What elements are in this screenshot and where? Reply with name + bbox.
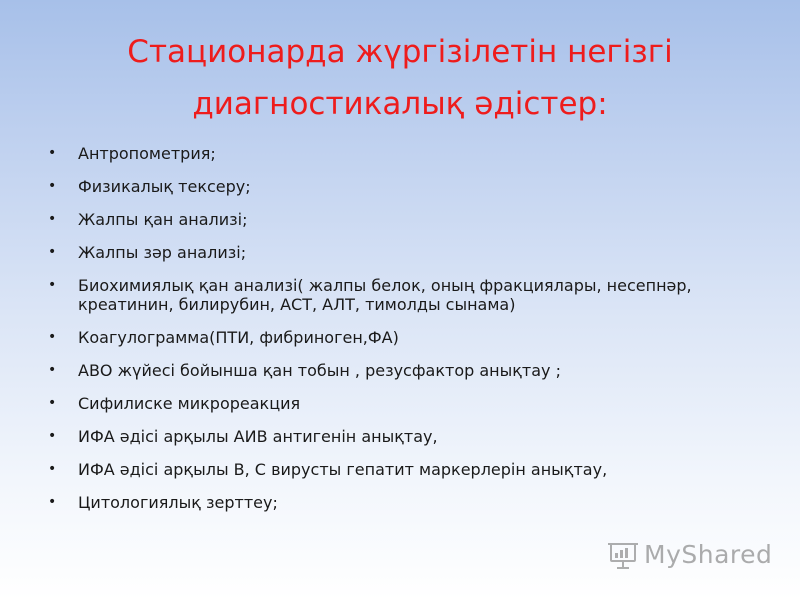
list-item-text: Сифилиске микрореакция (78, 394, 301, 413)
list-item-text: Цитологиялық зерттеу; (78, 493, 278, 512)
bullet-icon: • (48, 362, 57, 378)
bullet-icon: • (48, 244, 57, 260)
list-item-text: Антропометрия; (78, 144, 216, 163)
list-item-text: Биохимиялық қан анализі( жалпы белок, оның фракциялары, несепнәр, креатинин, билирубин, АСТ, АЛТ, тимолды сынама) (78, 276, 692, 314)
list-item (46, 460, 776, 479)
bullet-list (46, 144, 776, 526)
presentation-board-icon (606, 540, 640, 570)
list-item-text: ИФА әдісі арқылы АИВ антигенін анықтау, (78, 427, 438, 446)
list-item-text: ИФА әдісі арқылы В, С вирусты гепатит маркерлерін анықтау, (78, 460, 608, 479)
list-item-text: АВО жүйесі бойынша қан тобын , резусфактор анықтау ; (78, 361, 561, 380)
list-item-text: Физикалық тексеру; (78, 177, 251, 196)
bullet-icon: • (48, 461, 57, 477)
bullet-icon: • (48, 329, 57, 345)
list-item (46, 210, 776, 229)
watermark-logo (606, 536, 773, 576)
list-item (46, 328, 776, 347)
bullet-icon: • (48, 211, 57, 227)
bullet-icon: • (48, 145, 57, 161)
list-item (46, 427, 776, 446)
watermark-text: MyShared (644, 540, 773, 569)
bullet-icon: • (48, 395, 57, 411)
slide-title-line-2: диагностикалық әдістер: (192, 86, 608, 122)
list-item (46, 361, 776, 380)
list-item (46, 493, 776, 512)
list-item-text: Коагулограмма(ПТИ, фибриноген,ФА) (78, 328, 399, 347)
bullet-icon: • (48, 178, 57, 194)
list-item (46, 177, 776, 196)
list-item (46, 394, 776, 413)
list-item (46, 144, 776, 163)
slide-title-line-1: Стационарда жүргізілетін негізгі (127, 34, 673, 70)
bullet-icon: • (48, 494, 57, 510)
list-item (46, 243, 776, 262)
bullet-icon: • (48, 428, 57, 444)
list-item (46, 276, 776, 314)
list-item-text: Жалпы зәр анализі; (78, 243, 247, 262)
bullet-icon: • (48, 277, 57, 293)
list-item-text: Жалпы қан анализі; (78, 210, 248, 229)
slide-title (40, 26, 760, 130)
